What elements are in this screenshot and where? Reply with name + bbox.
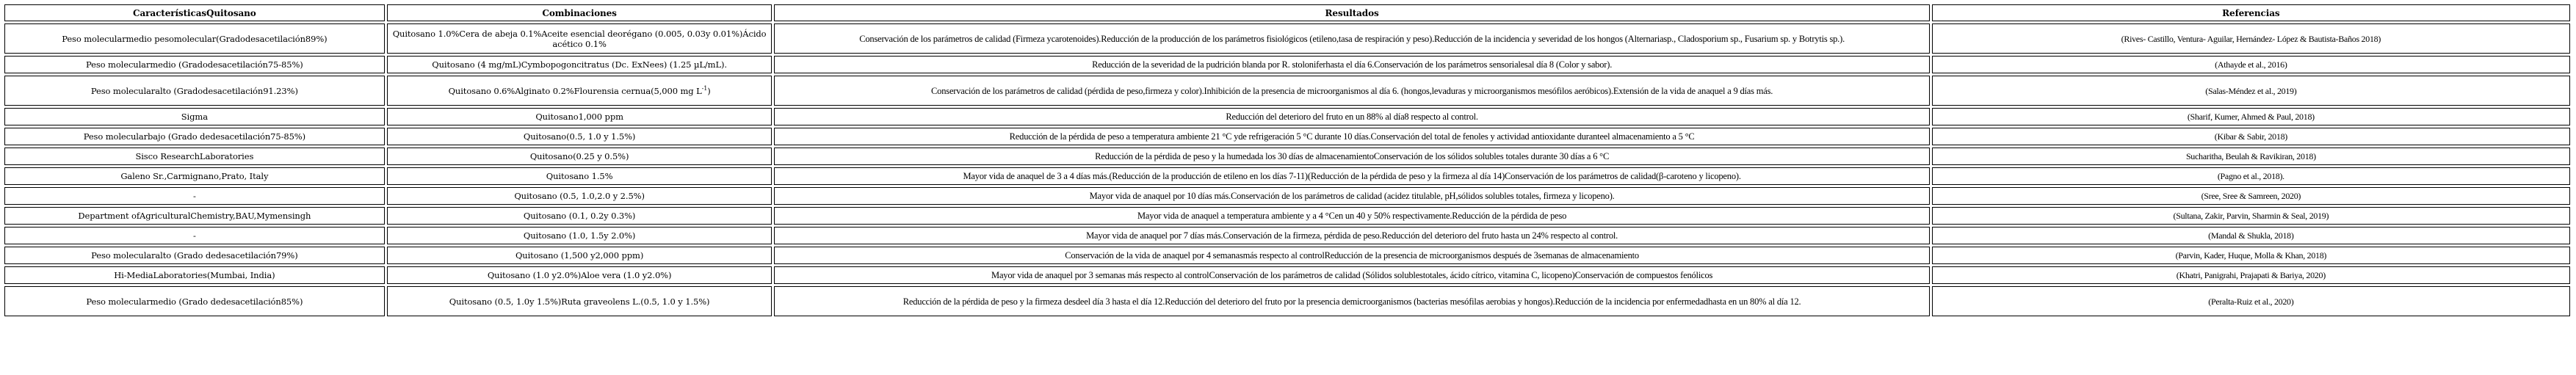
cell-caracteristicas: Peso molecularbajo (Grado dedesacetilación75-85%) bbox=[4, 128, 385, 145]
cell-caracteristicas: - bbox=[4, 187, 385, 205]
cell-resultados: Reducción del deterioro del fruto en un 88% al día8 respecto al control. bbox=[774, 108, 1929, 125]
cell-referencias: (Athayde et al., 2016) bbox=[1932, 56, 2570, 73]
cell-combinaciones: Quitosano (4 mg/mL)Cymbopogoncitratus (Dc. ExNees) (1.25 µL/mL). bbox=[387, 56, 773, 73]
table-row bbox=[4, 207, 2570, 225]
table-row bbox=[4, 76, 2570, 106]
header-resultados: Resultados bbox=[774, 4, 1929, 21]
cell-referencias: (Pagno et al., 2018). bbox=[1932, 167, 2570, 185]
cell-caracteristicas: Sigma bbox=[4, 108, 385, 125]
cell-caracteristicas: - bbox=[4, 227, 385, 244]
cell-combinaciones: Quitosano (1,500 y2,000 ppm) bbox=[387, 247, 773, 264]
cell-resultados: Mayor vida de anaquel por 10 días más.Conservación de los parámetros de calidad (acidez titulable, pH,sólidos solubles totales, firmeza y licopeno). bbox=[774, 187, 1929, 205]
chitosan-results-table bbox=[2, 2, 2572, 318]
cell-caracteristicas: Peso molecularmedio (Grado dedesacetilación85%) bbox=[4, 286, 385, 316]
cell-combinaciones: Quitosano 1.0%Cera de abeja 0.1%Aceite esencial deorégano (0.005, 0.03y 0.01%)Ácido acético 0.1% bbox=[387, 23, 773, 54]
cell-caracteristicas: Peso molecularalto (Grado dedesacetilación79%) bbox=[4, 247, 385, 264]
cell-caracteristicas: Peso molecularalto (Gradodesacetilación91.23%) bbox=[4, 76, 385, 106]
cell-resultados: Mayor vida de anaquel a temperatura ambiente y a 4 °Cen un 40 y 50% respectivamente.Reducción de la pérdida de peso bbox=[774, 207, 1929, 225]
cell-combinaciones: Quitosano (1.0 y2.0%)Aloe vera (1.0 y2.0%) bbox=[387, 266, 773, 284]
table-row bbox=[4, 167, 2570, 185]
table-row bbox=[4, 266, 2570, 284]
cell-caracteristicas: Department ofAgriculturalChemistry,BAU,Mymensingh bbox=[4, 207, 385, 225]
cell-referencias: (Sree, Sree & Samreen, 2020) bbox=[1932, 187, 2570, 205]
cell-resultados: Mayor vida de anaquel por 3 semanas más respecto al controlConservación de los parámetros de calidad (Sólidos solublestotales, ácido cítrico, vitamina C, licopeno)Conservación de compuestos fenólicos bbox=[774, 266, 1929, 284]
cell-referencias: (Rives- Castillo, Ventura- Aguilar, Hernández- López & Bautista-Baños 2018) bbox=[1932, 23, 2570, 54]
cell-resultados: Reducción de la severidad de la pudrición blanda por R. stoloniferhasta el día 6.Conservación de los parámetros sensorialesal día 8 (Color y sabor). bbox=[774, 56, 1929, 73]
cell-referencias: Sucharitha, Beulah & Ravikiran, 2018) bbox=[1932, 148, 2570, 165]
cell-caracteristicas: Hi-MediaLaboratories(Mumbai, India) bbox=[4, 266, 385, 284]
cell-combinaciones: Quitosano 1.5% bbox=[387, 167, 773, 185]
table-row bbox=[4, 227, 2570, 244]
cell-resultados: Mayor vida de anaquel de 3 a 4 días más.(Reducción de la producción de etileno en los días 7-11)(Reducción de la pérdida de peso y la firmeza al día 14)Conservación de los parámetros de calidad(β-caroteno y licopeno). bbox=[774, 167, 1929, 185]
cell-combinaciones: Quitosano (0.5, 1.0,2.0 y 2.5%) bbox=[387, 187, 773, 205]
cell-resultados: Reducción de la pérdida de peso a temperatura ambiente 21 °C yde refrigeración 5 °C durante 10 días.Conservación del total de fenoles y actividad antioxidante duranteel almacenamiento a 5 °C bbox=[774, 128, 1929, 145]
table-row bbox=[4, 247, 2570, 264]
cell-caracteristicas: Peso molecularmedio pesomolecular(Gradodesacetilación89%) bbox=[4, 23, 385, 54]
cell-combinaciones: Quitosano(0.5, 1.0 y 1.5%) bbox=[387, 128, 773, 145]
cell-referencias: (Salas-Méndez et al., 2019) bbox=[1932, 76, 2570, 106]
combinaciones-tail: ) bbox=[707, 85, 711, 96]
table-row bbox=[4, 187, 2570, 205]
cell-combinaciones: Quitosano(0.25 y 0.5%) bbox=[387, 148, 773, 165]
cell-resultados: Reducción de la pérdida de peso y la humedada los 30 días de almacenamientoConservación de los sólidos solubles totales durante 30 días a 6 °C bbox=[774, 148, 1929, 165]
header-referencias: Referencias bbox=[1932, 4, 2570, 21]
chitosan-results-table-container bbox=[2, 2, 2572, 318]
cell-resultados: Conservación de la vida de anaquel por 4 semanasmás respecto al controlReducción de la presencia de microorganismos después de 3semanas de almacenamiento bbox=[774, 247, 1929, 264]
cell-referencias: (Sultana, Zakir, Parvin, Sharmin & Seal, 2019) bbox=[1932, 207, 2570, 225]
table-row bbox=[4, 286, 2570, 316]
table-row bbox=[4, 108, 2570, 125]
cell-referencias: (Kibar & Sabir, 2018) bbox=[1932, 128, 2570, 145]
cell-resultados: Reducción de la pérdida de peso y la firmeza desdeel día 3 hasta el día 12.Reducción del deterioro del fruto por la presencia demicroorganismos (bacterias mesófilas aerobias y hongos).Reducción de la incidencia por enfermedadhasta en un 80% al día 12. bbox=[774, 286, 1929, 316]
combinaciones-text: Quitosano 0.6%Alginato 0.2%Flourensia cernua(5,000 mg L bbox=[448, 85, 702, 96]
header-combinaciones: Combinaciones bbox=[387, 4, 773, 21]
cell-referencias: (Parvin, Kader, Huque, Molla & Khan, 2018) bbox=[1932, 247, 2570, 264]
cell-combinaciones: Quitosano1,000 ppm bbox=[387, 108, 773, 125]
cell-caracteristicas: Sisco ResearchLaboratories bbox=[4, 148, 385, 165]
cell-caracteristicas: Peso molecularmedio (Gradodesacetilación75-85%) bbox=[4, 56, 385, 73]
cell-resultados: Mayor vida de anaquel por 7 días más.Conservación de la firmeza, pérdida de peso.Reducción del deterioro del fruto hasta un 24% respecto al control. bbox=[774, 227, 1929, 244]
exponent-superscript: -1 bbox=[701, 84, 708, 92]
cell-combinaciones: Quitosano (1.0, 1.5y 2.0%) bbox=[387, 227, 773, 244]
cell-referencias: (Sharif, Kumer, Ahmed & Paul, 2018) bbox=[1932, 108, 2570, 125]
cell-combinaciones: Quitosano (0.1, 0.2y 0.3%) bbox=[387, 207, 773, 225]
cell-referencias: (Peralta-Ruiz et al., 2020) bbox=[1932, 286, 2570, 316]
cell-caracteristicas: Galeno Sr.,Carmignano,Prato, Italy bbox=[4, 167, 385, 185]
table-row bbox=[4, 23, 2570, 54]
cell-combinaciones bbox=[387, 76, 773, 106]
cell-resultados: Conservación de los parámetros de calidad (Firmeza ycarotenoides).Reducción de la producción de los parámetros fisiológicos (etileno,tasa de respiración y peso).Reducción de la incidencia y severidad de los hongos (Alternariasp., Cladosporium sp., Fusarium sp. y Botrytis sp.). bbox=[774, 23, 1929, 54]
table-header-row bbox=[4, 4, 2570, 21]
cell-referencias: (Khatri, Panigrahi, Prajapati & Bariya, 2020) bbox=[1932, 266, 2570, 284]
cell-combinaciones: Quitosano (0.5, 1.0y 1.5%)Ruta graveolens L.(0.5, 1.0 y 1.5%) bbox=[387, 286, 773, 316]
header-caracteristicas: CaracterísticasQuitosano bbox=[4, 4, 385, 21]
cell-resultados: Conservación de los parámetros de calidad (pérdida de peso,firmeza y color).Inhibición de la presencia de microorganismos al día 6. (hongos,levaduras y microorganismos mesófilos aeróbicos).Extensión de la vida de anaquel a 9 días más. bbox=[774, 76, 1929, 106]
table-row bbox=[4, 128, 2570, 145]
cell-referencias: (Mandal & Shukla, 2018) bbox=[1932, 227, 2570, 244]
table-row bbox=[4, 148, 2570, 165]
table-row bbox=[4, 56, 2570, 73]
